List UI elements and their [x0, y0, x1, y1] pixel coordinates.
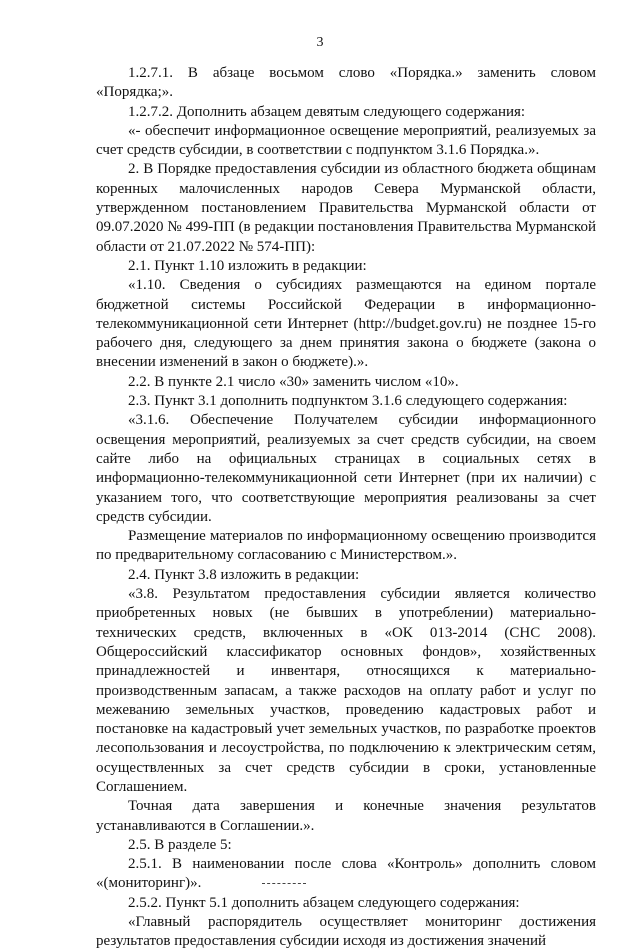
- paragraph-quote-3-8: «3.8. Результатом предоставления субсидии является количество приобретенных новых (не бывших в употреблении) материально-технических средств, включенных в «ОК 013-2014 (СНС 2008). Общероссийский классификатор основных фондов», хозяйственных принадлежностей и инвентаря, относящихся к материально-производственным запасам, а также расходов на оплату работ и услуг по межеванию земельных участков, проведению кадастровых работ и постановке на кадастровый учет земельных участков, по разработке проектов лесопользования и лесоустройства, по подключению к электрическим сетям, осуществленных за счет средств субсидии в сроки, установленные Соглашением.: [96, 586, 596, 795]
- paragraph-quote-3-1-6: «3.1.6. Обеспечение Получателем субсидии информационного освещения мероприятий, реализуемых за счет средств субсидии, на своем сайте либо на официальных страницах в социальных сетях в информационно-телекоммуникационной сети Интернет (при их наличии) с указанием того, что соответствующие мероприятия реализованы за счет средств субсидии.: [96, 412, 596, 525]
- paragraph-1-2-7-2: 1.2.7.2. Дополнить абзацем девятым следующего содержания:: [128, 103, 526, 120]
- paragraph-1-2-7-1: 1.2.7.1. В абзаце восьмом слово «Порядка.» заменить словом «Порядка;».: [96, 65, 596, 101]
- paragraph-placement-materials: Размещение материалов по информационному освещению производится по предварительному согласованию с Министерством.».: [96, 528, 596, 564]
- paragraph-2-1: 2.1. Пункт 1.10 изложить в редакции:: [128, 257, 367, 274]
- paragraph-quote-monitoring: «Главный распорядитель осуществляет мониторинг достижения результатов предоставления субсидии исходя из достижения значений: [96, 914, 596, 950]
- paragraph-2-3: 2.3. Пункт 3.1 дополнить подпунктом 3.1.6 следующего содержания:: [128, 393, 568, 410]
- paragraph-2-2: 2.2. В пункте 2.1 число «30» заменить числом «10».: [128, 373, 459, 390]
- page-number: 3: [316, 35, 324, 50]
- paragraph-2-5-2: 2.5.2. Пункт 5.1 дополнить абзацем следующего содержания:: [128, 894, 520, 911]
- footer-divider: [262, 883, 306, 884]
- paragraph-2-4: 2.4. Пункт 3.8 изложить в редакции:: [128, 566, 360, 583]
- document-body: [96, 64, 596, 952]
- paragraph-2-5: 2.5. В разделе 5:: [128, 836, 232, 853]
- paragraph-quote-1-10: «1.10. Сведения о субсидиях размещаются на едином портале бюджетной системы Российской Федерации в информационно-телекоммуникационной сети Интернет (http://budget.gov.ru) не позднее 15-го рабочего дня, следующего за днем принятия закона о бюджете (закона о внесении изменений в закон о бюджете).».: [96, 277, 596, 371]
- paragraph-quote-info-coverage: «- обеспечит информационное освещение мероприятий, реализуемых за счет средств субсидии, в соответствии с подпунктом 3.1.6 Порядка.».: [96, 122, 596, 159]
- paragraph-2-5-1: 2.5.1. В наименовании после слова «Контроль» дополнить словом «(мониторинг)».: [96, 856, 596, 892]
- paragraph-exact-date: Точная дата завершения и конечные значения результатов устанавливаются в Соглашении.».: [96, 798, 596, 834]
- paragraph-2: 2. В Порядке предоставления субсидии из областного бюджета общинам коренных малочисленных народов Севера Мурманской области, утвержденном постановлением Правительства Мурманской области от 09.07.2020 № 499-ПП (в редакции постановления Правительства Мурманской области от 21.07.2022 № 574-ПП):: [96, 161, 596, 255]
